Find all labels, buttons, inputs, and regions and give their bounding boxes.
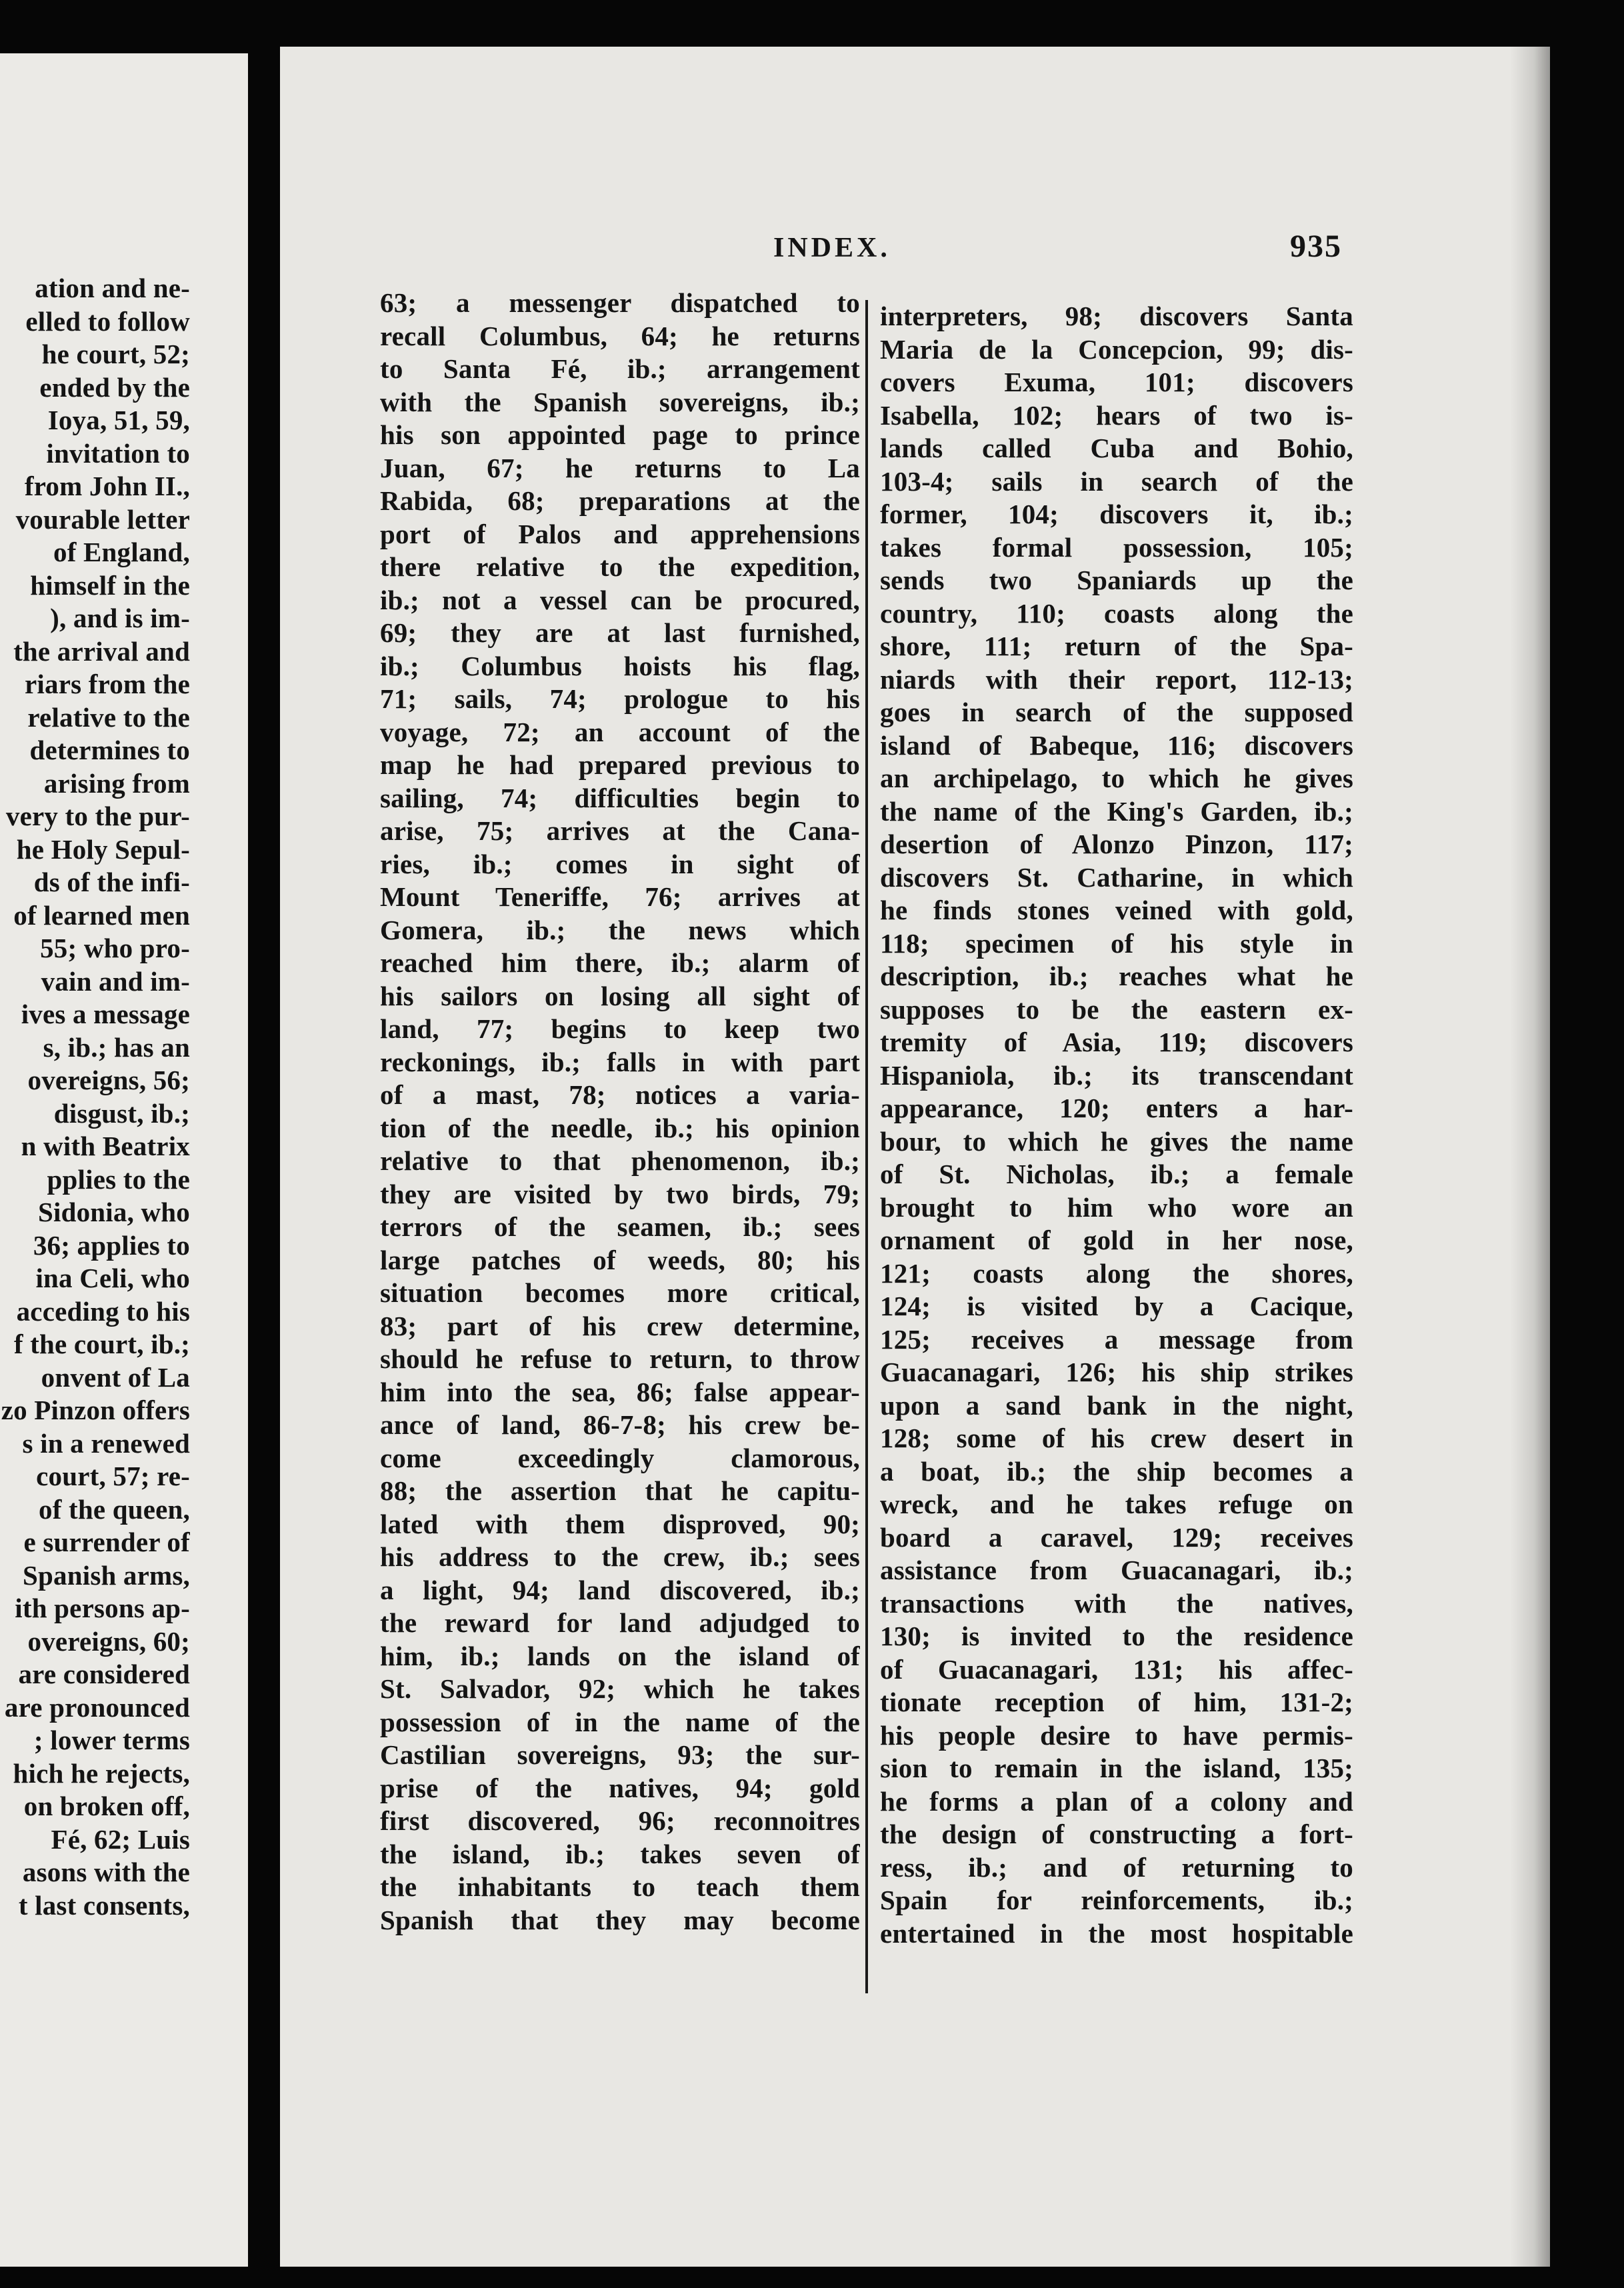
- index-line: ib.; not a vessel can be procured,: [380, 584, 860, 615]
- index-line: bour, to which he gives the name: [880, 1125, 1353, 1157]
- index-line: he finds stones veined with gold,: [880, 895, 1353, 925]
- index-line: he court, 52;: [41, 339, 190, 369]
- index-line: terrors of the seamen, ib.; sees: [380, 1211, 860, 1242]
- index-line: an archipelago, to which he gives: [880, 763, 1353, 793]
- index-line: upon a sand bank in the night,: [880, 1389, 1353, 1421]
- index-line: ; lower terms: [33, 1725, 190, 1755]
- index-line: s, ib.; has an: [43, 1031, 190, 1063]
- index-line: Rabida, 68; preparations at the: [380, 485, 860, 516]
- index-line: he forms a plan of a colony and: [880, 1785, 1353, 1817]
- index-line: sion to remain in the island, 135;: [880, 1753, 1353, 1783]
- index-line: brought to him who wore an: [880, 1191, 1353, 1223]
- index-line: to Santa Fé, ib.; arrangement: [380, 353, 860, 384]
- index-line: former, 104; discovers it, ib.;: [880, 499, 1353, 529]
- index-line: 71; sails, 74; prologue to his: [380, 683, 860, 714]
- index-line: shore, 111; return of the Spa-: [880, 631, 1353, 661]
- index-line: St. Salvador, 92; which he takes: [380, 1673, 860, 1704]
- index-line: 55; who pro-: [40, 933, 190, 963]
- index-line: lands called Cuba and Bohio,: [880, 433, 1353, 463]
- index-line: the reward for land adjudged to: [380, 1607, 860, 1638]
- index-line: ries, ib.; comes in sight of: [380, 848, 860, 879]
- index-line: map he had prepared previous to: [380, 749, 860, 780]
- index-line: very to the pur-: [5, 801, 190, 831]
- index-line: him into the sea, 86; false appear-: [380, 1376, 860, 1407]
- index-line: country, 110; coasts along the: [880, 597, 1353, 629]
- index-line: disgust, ib.;: [53, 1097, 190, 1129]
- index-line: tremity of Asia, 119; discovers: [880, 1027, 1353, 1057]
- index-line: port of Palos and apprehensions: [380, 518, 860, 549]
- index-line: interpreters, 98; discovers Santa: [880, 301, 1353, 331]
- index-line: the name of the King's Garden, ib.;: [880, 795, 1353, 827]
- index-line: first discovered, 96; reconnoitres: [380, 1805, 860, 1836]
- right-page: [280, 47, 1550, 2267]
- index-line: Castilian sovereigns, 93; the sur-: [380, 1739, 860, 1770]
- index-line: determines to: [29, 735, 190, 765]
- index-line: with the Spanish sovereigns, ib.;: [380, 386, 860, 417]
- index-line: ation and ne-: [35, 273, 190, 303]
- index-line: elled to follow: [25, 305, 190, 337]
- index-line: 121; coasts along the shores,: [880, 1257, 1353, 1289]
- index-line: Guacanagari, 126; his ship strikes: [880, 1357, 1353, 1387]
- index-line: 88; the assertion that he capitu-: [380, 1475, 860, 1506]
- index-line: acceding to his: [16, 1295, 190, 1327]
- index-line: riars from the: [25, 669, 190, 699]
- index-line: Spanish arms,: [23, 1559, 190, 1591]
- index-line: come exceedingly clamorous,: [380, 1442, 860, 1473]
- index-line: are pronounced: [4, 1691, 190, 1723]
- index-line: himself in the: [30, 569, 190, 601]
- index-line: desertion of Alonzo Pinzon, 117;: [880, 829, 1353, 859]
- index-line: 103-4; sails in search of the: [880, 465, 1353, 497]
- index-line: takes formal possession, 105;: [880, 531, 1353, 563]
- index-line: possession of in the name of the: [380, 1706, 860, 1737]
- index-line: niards with their report, 112-13;: [880, 663, 1353, 695]
- index-line: Mount Teneriffe, 76; arrives at: [380, 881, 860, 912]
- index-line: 128; some of his crew desert in: [880, 1423, 1353, 1453]
- index-line: 124; is visited by a Cacique,: [880, 1291, 1353, 1321]
- index-line: Spain for reinforcements, ib.;: [880, 1885, 1353, 1915]
- index-line: a light, 94; land discovered, ib.;: [380, 1574, 860, 1605]
- index-line: they are visited by two birds, 79;: [380, 1178, 860, 1209]
- index-line: his address to the crew, ib.; sees: [380, 1541, 860, 1572]
- index-line: ds of the infi-: [33, 867, 190, 897]
- page-number: 935: [1290, 229, 1342, 264]
- index-line: the design of constructing a fort-: [880, 1819, 1353, 1849]
- index-line: Hispaniola, ib.; its transcendant: [880, 1059, 1353, 1091]
- index-column-right: [880, 300, 1353, 1950]
- index-line: 125; receives a message from: [880, 1323, 1353, 1355]
- index-line: sailing, 74; difficulties begin to: [380, 782, 860, 813]
- index-line: of learned men: [13, 899, 190, 931]
- index-line: goes in search of the supposed: [880, 697, 1353, 727]
- index-line: 83; part of his crew determine,: [380, 1310, 860, 1341]
- index-line: relative to that phenomenon, ib.;: [380, 1145, 860, 1176]
- index-line: large patches of weeds, 80; his: [380, 1244, 860, 1275]
- left-page-column: [0, 272, 190, 1922]
- index-line: zo Pinzon offers: [1, 1395, 190, 1425]
- index-line: appearance, 120; enters a har-: [880, 1093, 1353, 1123]
- index-line: court, 57; re-: [36, 1461, 190, 1491]
- index-line: supposes to be the eastern ex-: [880, 993, 1353, 1025]
- index-line: of the queen,: [39, 1493, 190, 1525]
- index-line: 36; applies to: [33, 1229, 190, 1261]
- index-line: Sidonia, who: [37, 1197, 190, 1227]
- index-line: onvent of La: [41, 1361, 190, 1393]
- index-line: ornament of gold in her nose,: [880, 1225, 1353, 1255]
- index-line: ith persons ap-: [15, 1593, 190, 1623]
- index-line: relative to the: [27, 701, 190, 733]
- index-line: of St. Nicholas, ib.; a female: [880, 1159, 1353, 1189]
- index-line: f the court, ib.;: [13, 1329, 190, 1359]
- index-line: tionate reception of him, 131-2;: [880, 1687, 1353, 1717]
- index-line: s in a renewed: [22, 1427, 190, 1459]
- running-head: INDEX.: [773, 233, 891, 263]
- index-line: of England,: [53, 537, 190, 567]
- index-line: invitation to: [46, 437, 190, 469]
- index-line: Fé, 62; Luis: [51, 1823, 190, 1855]
- index-line: vourable letter: [15, 503, 190, 535]
- index-line: n with Beatrix: [21, 1131, 190, 1161]
- index-line: situation becomes more critical,: [380, 1277, 860, 1308]
- index-line: ina Celi, who: [35, 1263, 190, 1293]
- index-line: his sailors on losing all sight of: [380, 980, 860, 1011]
- index-line: sends two Spaniards up the: [880, 565, 1353, 595]
- index-line: voyage, 72; an account of the: [380, 716, 860, 747]
- index-line: overeigns, 56;: [27, 1065, 190, 1095]
- index-line: there relative to the expedition,: [380, 551, 860, 582]
- index-line: 130; is invited to the residence: [880, 1621, 1353, 1651]
- index-line: ives a message: [21, 999, 190, 1029]
- index-column-left: [380, 287, 860, 1937]
- index-line: vain and im-: [41, 965, 190, 997]
- index-line: Isabella, 102; hears of two is-: [880, 399, 1353, 431]
- index-line: lated with them disproved, 90;: [380, 1508, 860, 1539]
- index-line: of Guacanagari, 131; his affec-: [880, 1653, 1353, 1685]
- index-line: tion of the needle, ib.; his opinion: [380, 1112, 860, 1143]
- index-line: prise of the natives, 94; gold: [380, 1772, 860, 1803]
- index-line: entertained in the most hospitable: [880, 1917, 1353, 1949]
- index-line: of a mast, 78; notices a varia-: [380, 1079, 860, 1110]
- index-line: his people desire to have permis-: [880, 1719, 1353, 1751]
- index-line: him, ib.; lands on the island of: [380, 1640, 860, 1671]
- index-line: e surrender of: [23, 1527, 190, 1557]
- index-line: the arrival and: [13, 635, 190, 667]
- index-line: discovers St. Catharine, in which: [880, 861, 1353, 893]
- index-line: Gomera, ib.; the news which: [380, 914, 860, 945]
- index-line: asons with the: [22, 1857, 190, 1887]
- index-line: Maria de la Concepcion, 99; dis-: [880, 333, 1353, 365]
- index-line: arising from: [43, 767, 190, 799]
- index-line: a boat, ib.; the ship becomes a: [880, 1455, 1353, 1487]
- index-line: recall Columbus, 64; he returns: [380, 320, 860, 351]
- index-line: ), and is im-: [50, 603, 190, 633]
- index-line: his son appointed page to prince: [380, 419, 860, 450]
- index-line: t last consents,: [18, 1889, 190, 1921]
- index-line: ended by the: [39, 371, 190, 403]
- index-line: arise, 75; arrives at the Cana-: [380, 815, 860, 846]
- index-line: should he refuse to return, to throw: [380, 1343, 860, 1374]
- index-line: Spanish that they may become: [380, 1904, 860, 1935]
- index-line: ib.; Columbus hoists his flag,: [380, 650, 860, 681]
- left-page: [0, 53, 248, 2267]
- index-line: are considered: [18, 1659, 190, 1689]
- index-line: pplies to the: [47, 1163, 190, 1195]
- index-line: Juan, 67; he returns to La: [380, 452, 860, 483]
- index-line: on broken off,: [23, 1791, 190, 1821]
- index-line: 63; a messenger dispatched to: [380, 287, 860, 318]
- index-line: the inhabitants to teach them: [380, 1871, 860, 1902]
- index-line: description, ib.; reaches what he: [880, 961, 1353, 991]
- index-line: overeigns, 60;: [27, 1625, 190, 1657]
- index-line: wreck, and he takes refuge on: [880, 1489, 1353, 1519]
- index-line: 118; specimen of his style in: [880, 927, 1353, 959]
- index-line: board a caravel, 129; receives: [880, 1521, 1353, 1553]
- index-line: covers Exuma, 101; discovers: [880, 367, 1353, 397]
- index-line: assistance from Guacanagari, ib.;: [880, 1555, 1353, 1585]
- index-line: ance of land, 86-7-8; his crew be-: [380, 1409, 860, 1440]
- index-line: hich he rejects,: [13, 1757, 190, 1789]
- index-line: land, 77; begins to keep two: [380, 1013, 860, 1044]
- index-line: reached him there, ib.; alarm of: [380, 947, 860, 978]
- index-line: island of Babeque, 116; discovers: [880, 729, 1353, 761]
- column-divider: [865, 300, 868, 1993]
- index-line: he Holy Sepul-: [16, 833, 190, 865]
- index-line: the island, ib.; takes seven of: [380, 1838, 860, 1869]
- index-line: 69; they are at last furnished,: [380, 617, 860, 648]
- index-line: transactions with the natives,: [880, 1587, 1353, 1619]
- index-line: reckonings, ib.; falls in with part: [380, 1046, 860, 1077]
- index-line: ress, ib.; and of returning to: [880, 1851, 1353, 1883]
- index-line: Ioya, 51, 59,: [47, 405, 190, 435]
- index-line: from John II.,: [24, 471, 190, 501]
